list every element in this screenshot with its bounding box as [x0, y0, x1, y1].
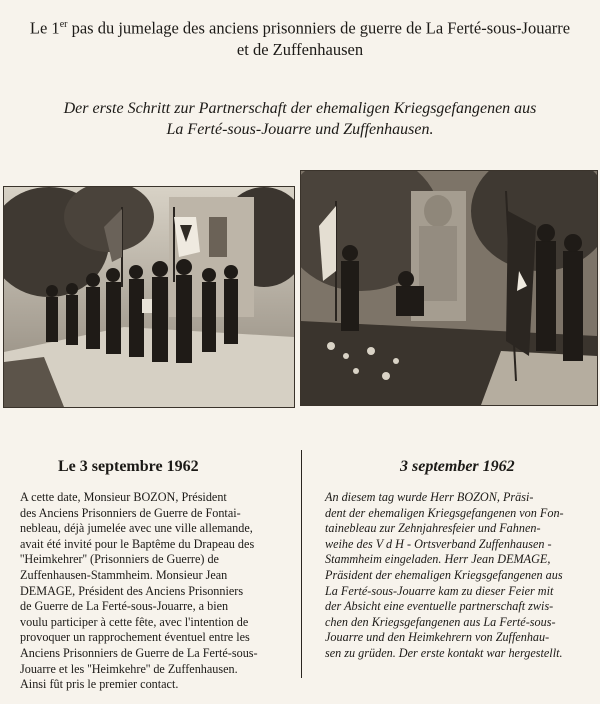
french-text-line: voulu participer à cette fête, avec l'intention de	[20, 614, 249, 629]
german-title-line1: Der erste Schritt zur Partnerschaft der ehemaligen Kriegsgefangenen aus	[63, 100, 537, 117]
french-text-line: de Guerre de La Ferté-sous-Jouarre, a bien	[20, 599, 229, 614]
german-text-line: Jouarre und den Heimkehrern von Zuffenhau-	[325, 630, 550, 645]
german-title-line2: La Ferté-sous-Jouarre und Zuffenhausen.	[166, 121, 434, 138]
german-text-line: der Absicht eine eventuelle partnerschaft zwis-	[325, 599, 554, 614]
german-text-line: La Ferté-sous-Jouarre kam zu dieser Feier mit	[325, 583, 554, 598]
german-text-line: Stammheim eingeladen. Herr Jean DEMAGE,	[325, 552, 551, 567]
column-divider	[301, 450, 302, 678]
french-title-line2: et de Zuffenhausen	[236, 39, 364, 59]
french-text-line: ''Heimkehrer'' (Prisonniers de Guerre) de	[20, 552, 219, 567]
french-title-superscript: er	[59, 19, 68, 30]
french-text-line: Jouarre et les ''Heimkehre'' de Zuffenhausen.	[20, 661, 238, 676]
french-text-line: Anciens Prisonniers de Guerre de La Ferté-sous-	[20, 645, 258, 660]
german-text-line: chen den Kriegsgefangenen aus La Ferté-sous-	[325, 614, 556, 629]
german-text-line: dent der ehemaligen Kriegsgefangenen von Fon-	[325, 505, 564, 520]
french-text-line: DEMAGE, Président des Anciens Prisonniers	[20, 583, 244, 598]
german-text-line: An diesem tag wurde Herr BOZON, Präsi-	[325, 490, 534, 504]
french-title-prefix: Le 1	[29, 18, 60, 38]
french-text-line: avait été invité pour le Baptême du Drapeau des	[20, 536, 255, 551]
french-date-heading: Le 3 septembre 1962	[58, 458, 199, 475]
french-text-line: Ainsi fût pris le premier contact.	[20, 677, 179, 692]
german-text-line: weihe des V d H - Ortsverband Zuffenhausen -	[325, 536, 552, 551]
procession-photo	[3, 186, 295, 408]
french-title	[0, 14, 600, 60]
german-text-line: sen zu grüden. Der erste kontakt war hergestellt.	[325, 645, 563, 660]
german-date-heading: 3 september 1962	[400, 458, 515, 475]
german-paragraph	[313, 490, 595, 662]
french-title-rest: pas du jumelage des anciens prisonniers de guerre de La Ferté-sous-Jouarre	[67, 18, 571, 38]
german-text-line: Präsident der ehemaligen Kriegsgefangenen aus	[325, 567, 563, 582]
monument-ceremony-photo	[300, 170, 598, 406]
german-text-line: tainebleau zur Zehnjahresfeier und Fahnen-	[325, 521, 541, 536]
procession-photo-image	[4, 187, 294, 407]
french-text-line: Zuffenhausen-Stammheim. Monsieur Jean	[20, 567, 228, 582]
french-paragraph	[8, 490, 291, 693]
french-text-line: provoquer un rapprochement éventuel entre les	[20, 630, 250, 645]
monument-ceremony-photo-image	[301, 171, 597, 405]
german-title	[0, 98, 600, 140]
french-text-line: A cette date, Monsieur BOZON, Président	[20, 490, 227, 504]
french-text-line: des Anciens Prisonniers de Guerre de Fontai-	[20, 505, 241, 520]
french-text-line: nebleau, déjà jumelée avec une ville allemande,	[20, 521, 253, 536]
